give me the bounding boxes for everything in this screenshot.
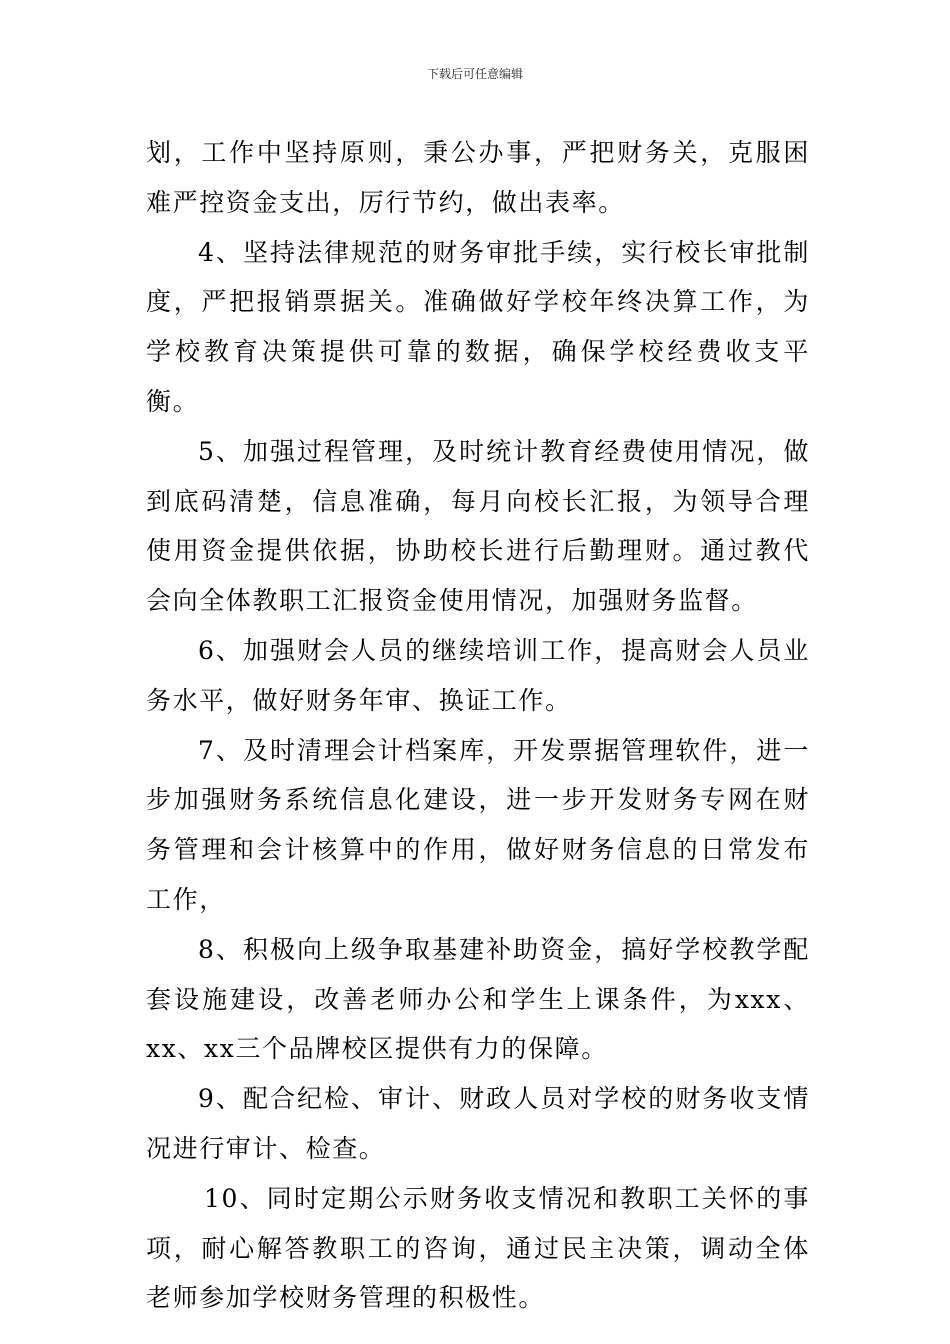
paragraph-item-9: 9、配合纪检、审计、财政人员对学校的财务收支情况进行审计、检查。 — [146, 1084, 810, 1163]
paragraph-item-5: 5、加强过程管理，及时统计教育经费使用情况，做到底码清楚，信息准确，每月向校长汇报，为领导合理使用资金提供依据，协助校长进行后勤理财。通过教代会向全体教职工汇报资金使用情况，加强财务监督。 — [146, 436, 810, 616]
page-header: 下载后可任意编辑 — [426, 67, 523, 81]
paragraph-item-4: 4、坚持法律规范的财务审批手续，实行校长审批制度，严把报销票据关。准确做好学校年终决算工作，为学校教育决策提供可靠的数据，确保学校经费收支平衡。 — [146, 237, 810, 416]
paragraph-item-10: 10、同时定期公示财务收支情况和教职工关怀的事项，耐心解答教职工的咨询，通过民主决策，调动全体老师参加学校财务管理的积极性。 — [146, 1183, 810, 1313]
paragraph-continuation: 划，工作中坚持原则，秉公办事，严把财务关，克服困难严控资金支出，厉行节约，做出表率。 — [146, 138, 810, 217]
paragraph-item-8: 8、积极向上级争取基建补助资金，搞好学校教学配套设施建设，改善老师办公和学生上课条件，为xxx、xx、xx三个品牌校区提供有力的保障。 — [146, 934, 810, 1064]
paragraph-item-7: 7、及时清理会计档案库，开发票据管理软件，进一步加强财务系统信息化建设，进一步开发财务专网在财务管理和会计核算中的作用，做好财务信息的日常发布工作， — [146, 735, 810, 914]
document-body — [146, 128, 810, 1323]
paragraph-item-6: 6、加强财会人员的继续培训工作，提高财会人员业务水平，做好财务年审、换证工作。 — [146, 635, 810, 715]
